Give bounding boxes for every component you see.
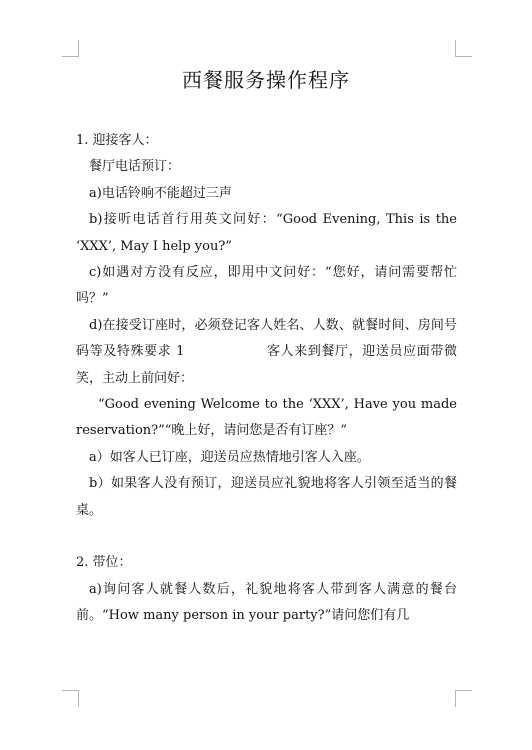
crop-mark-bottom-left [62,690,79,707]
reservation-subheading: 餐厅电话预订： [89,159,181,175]
section-2-item-a: a)询问客人就餐人数后，礼貌地将客人带到客人满意的餐台前。“How many person in your party?”请问您们有几 [76,581,457,623]
case-b-no-reservation: b）如果客人没有预订，迎送员应礼貌地将客人引领至适当的餐桌。 [76,476,457,518]
section-1-item-d: d)在接受订座时，必须登记客人姓名、人数、就餐时间、房间号码等及特殊要求 1 客人来到餐厅，迎送员应面带微笑，主动上前问好： [76,317,457,386]
section-1-item-c: c)如遇对方没有反应，即用中文问好：“您好，请问需要帮忙吗？” [76,265,457,307]
section-2-heading: 2. 带位： [76,555,132,571]
section-1-item-a: a)电话铃响不能超过三声 [89,185,232,201]
crop-mark-top-right [455,40,472,57]
crop-mark-bottom-right [455,690,472,707]
greeting-text: “Good evening Welcome to the ‘XXX’, Have you made reservation?”“晚上好，请问您是否有订座？” [76,397,457,439]
section-1-item-b: b)接听电话首行用英文问好：“Good Evening, This is the ‘XXX’, May I help you?” [76,212,457,254]
paragraph-gap [76,524,457,550]
document-body [76,128,457,629]
case-a-reserved: a）如客人已订座，迎送员应热情地引客人入座。 [89,449,370,465]
section-1-heading: 1. 迎接客人： [76,133,158,148]
document-title: 西餐服务操作程序 [182,68,350,92]
crop-mark-top-left [62,40,79,57]
